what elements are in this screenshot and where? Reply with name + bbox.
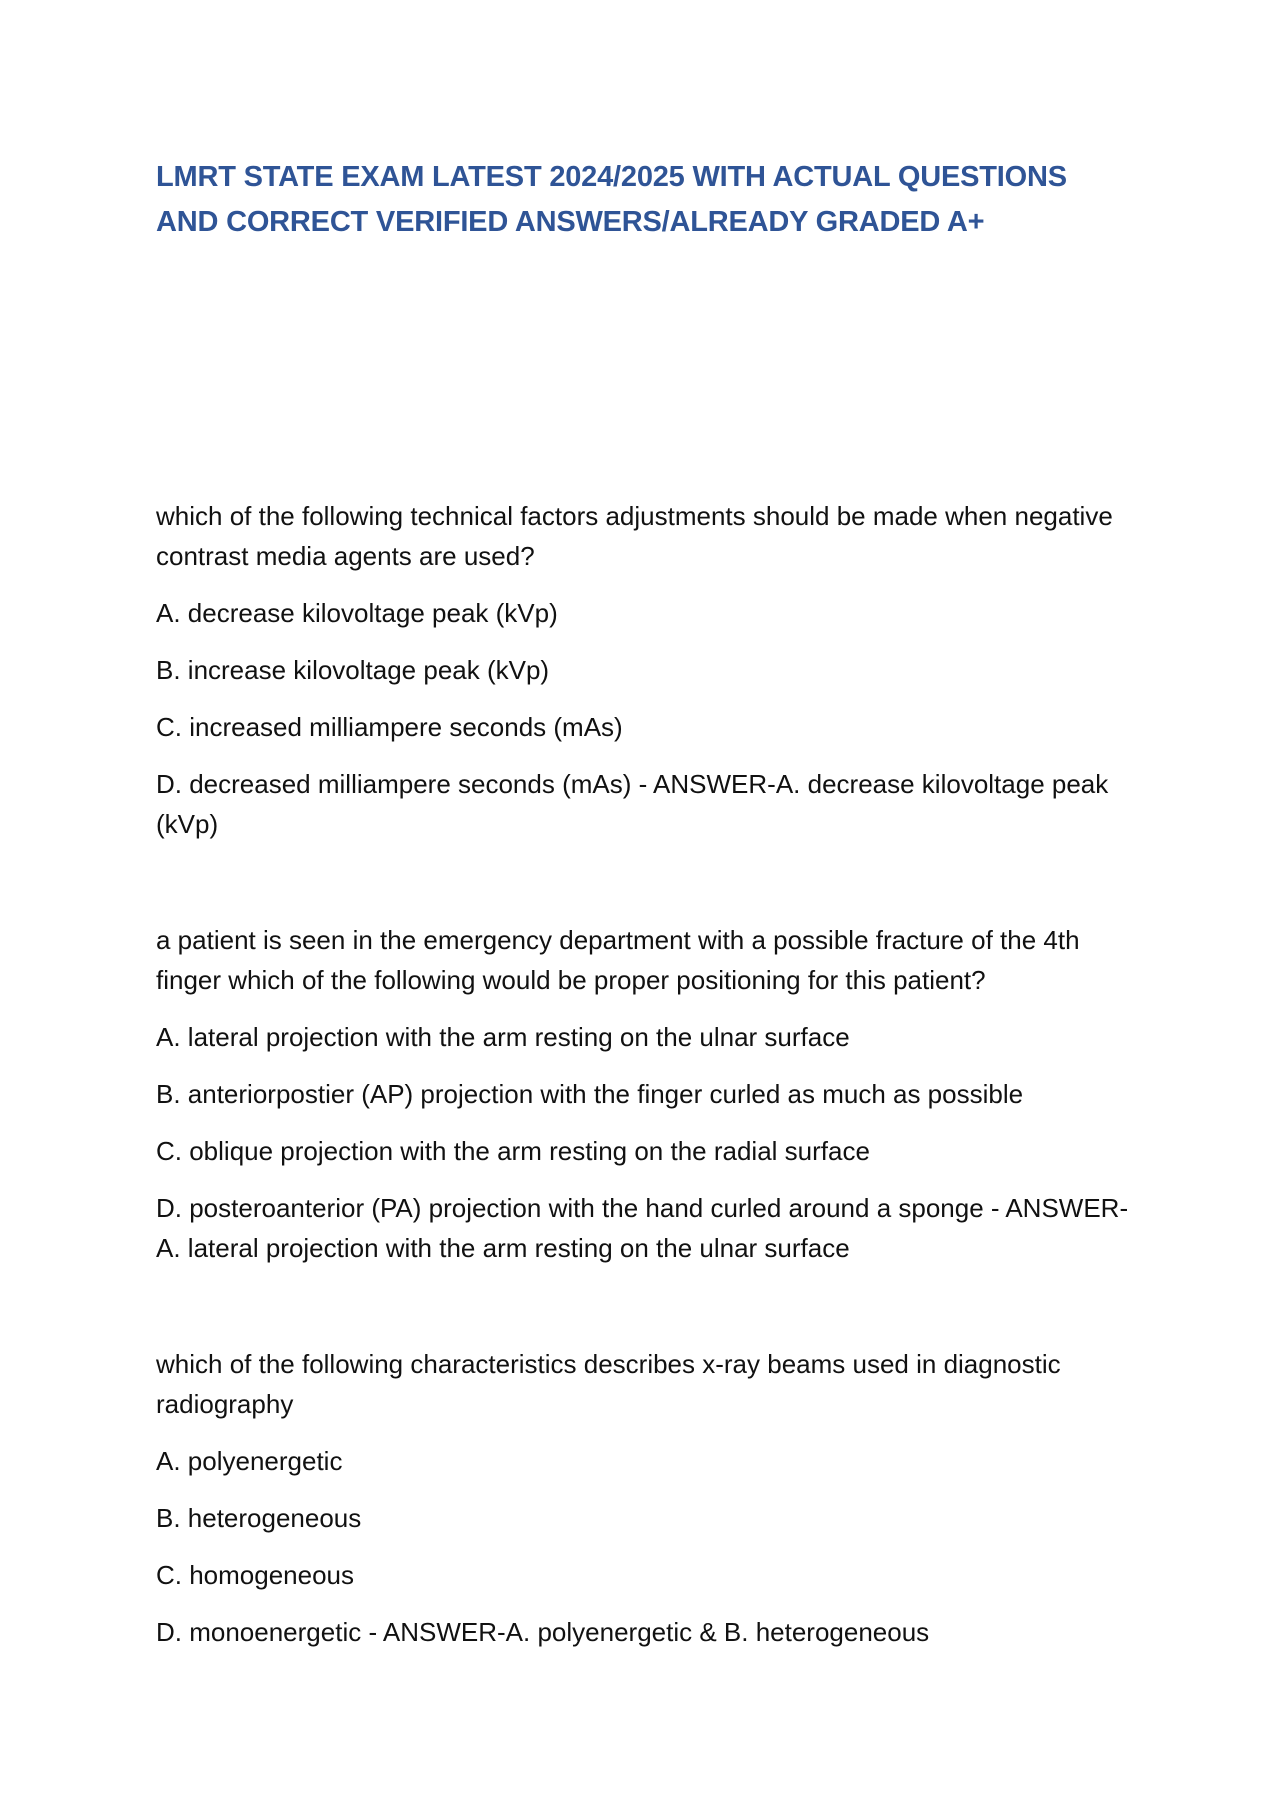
answer-option-b: B. anteriorpostier (AP) projection with the finger curled as much as possible (156, 1079, 1024, 1109)
answer-option-b: B. heterogeneous (156, 1503, 362, 1533)
answer-option-c: C. increased milliampere seconds (mAs) (156, 712, 623, 742)
answer-option-d-with-answer: D. decreased milliampere seconds (mAs) - ANSWER-A. decrease kilovoltage peak (kVp) (156, 769, 1109, 839)
question-text: a patient is seen in the emergency department with a possible fracture of the 4th finger which of the following would be proper positioning for this patient? (156, 925, 1080, 995)
question-block-2 (156, 920, 1136, 1268)
document-header (156, 155, 1156, 245)
document-title: LMRT STATE EXAM LATEST 2024/2025 WITH ACTUAL QUESTIONS AND CORRECT VERIFIED ANSWERS/ALREADY GRADED A+ (156, 161, 1067, 238)
question-text: which of the following characteristics describes x-ray beams used in diagnostic radiography (156, 1349, 1061, 1419)
question-text: which of the following technical factors adjustments should be made when negative contrast media agents are used? (156, 501, 1113, 571)
answer-option-b: B. increase kilovoltage peak (kVp) (156, 655, 550, 685)
answer-option-a: A. polyenergetic (156, 1446, 343, 1476)
question-block-3 (156, 1344, 1136, 1652)
answer-option-d-with-answer: D. posteroanterior (PA) projection with the hand curled around a sponge - ANSWER-A. lateral projection with the arm resting on the ulnar surface (156, 1193, 1129, 1263)
answer-option-c: C. oblique projection with the arm resting on the radial surface (156, 1136, 870, 1166)
answer-option-d-with-answer: D. monoenergetic - ANSWER-A. polyenergetic & B. heterogeneous (156, 1617, 930, 1647)
answer-option-a: A. lateral projection with the arm resting on the ulnar surface (156, 1022, 850, 1052)
question-block-1 (156, 496, 1136, 844)
answer-option-a: A. decrease kilovoltage peak (kVp) (156, 598, 558, 628)
answer-option-c: C. homogeneous (156, 1560, 355, 1590)
